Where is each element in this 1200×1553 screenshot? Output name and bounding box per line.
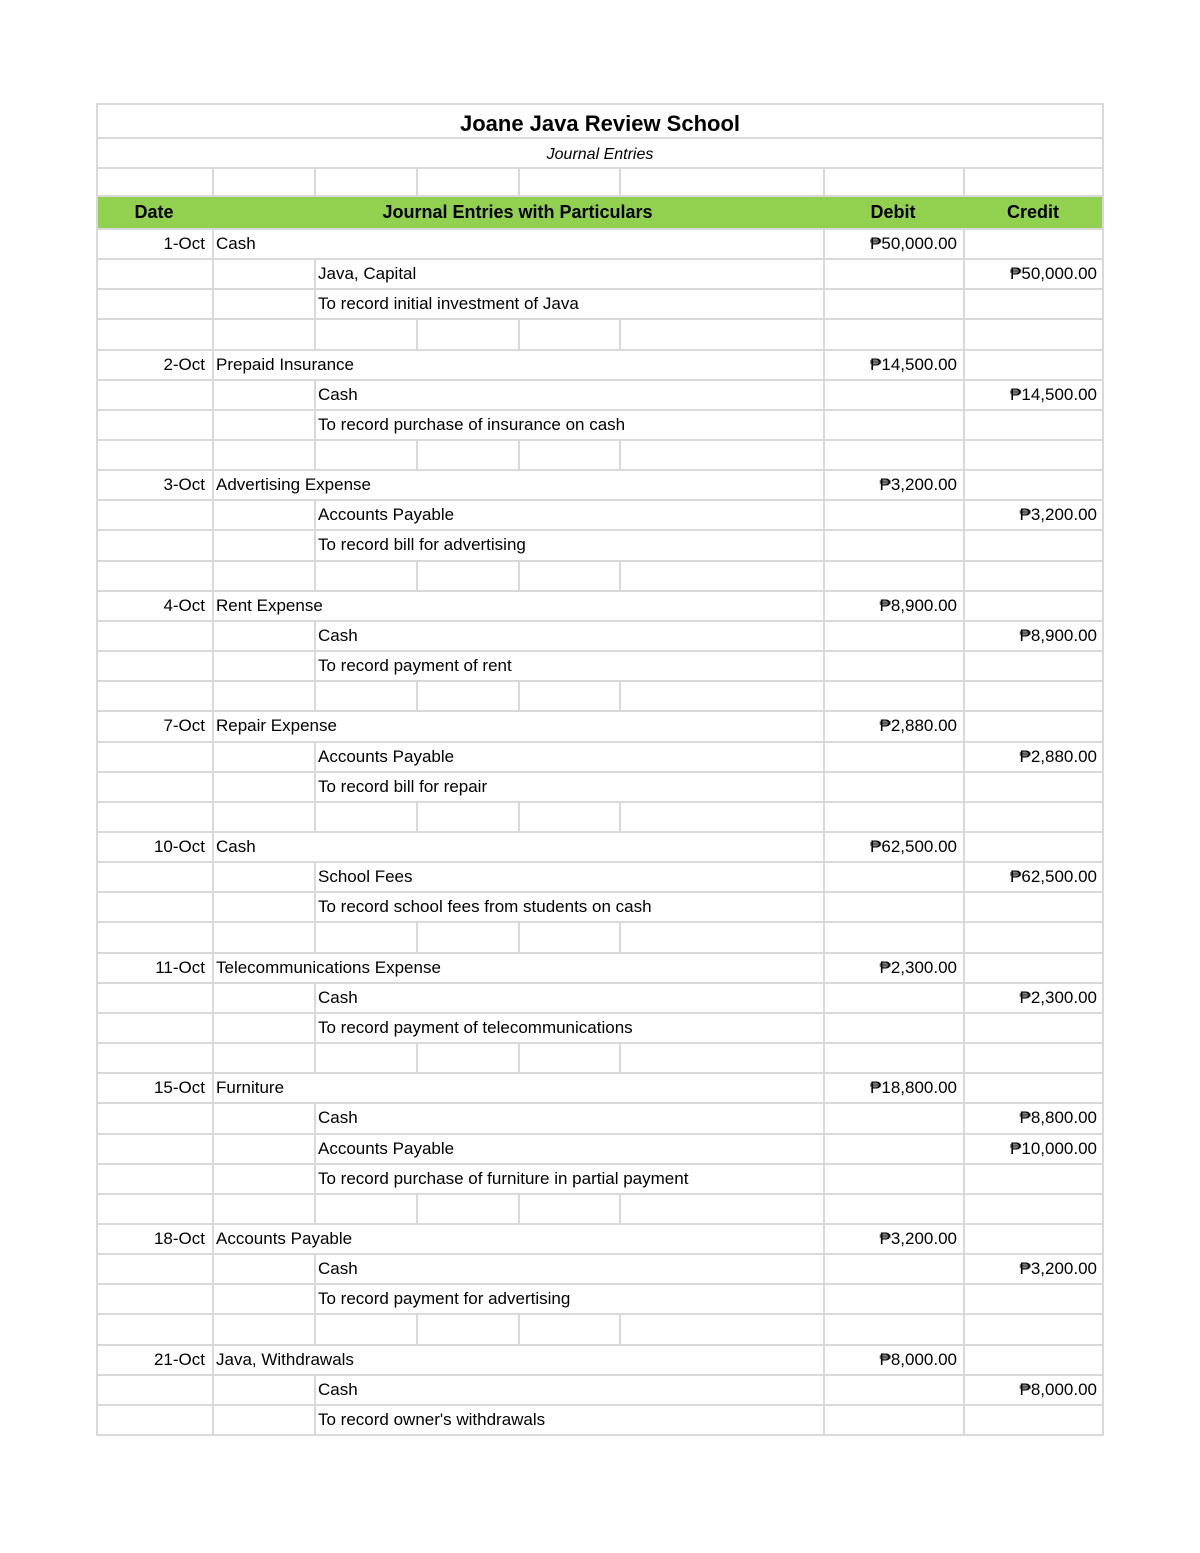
grid-line: [823, 1253, 825, 1285]
debit-amount: ₱8,000.00: [879, 1350, 957, 1369]
grid-line: [96, 1404, 1104, 1406]
header-date: Date: [134, 202, 174, 222]
grid-line: [314, 921, 316, 954]
grid-line: [96, 1344, 1104, 1346]
grid-line: [96, 1133, 1104, 1135]
grid-line: [518, 1193, 520, 1225]
debit-amount: ₱18,800.00: [870, 1078, 957, 1097]
debit-account: Cash: [216, 234, 256, 253]
grid-line: [518, 318, 520, 351]
grid-line: [212, 318, 214, 351]
grid-line: [963, 167, 965, 197]
header-debit: Debit: [870, 202, 916, 222]
entry-memo: To record purchase of insurance on cash: [318, 415, 626, 434]
grid-line: [96, 801, 1104, 803]
grid-line: [416, 560, 418, 592]
debit-account: Cash: [216, 837, 256, 856]
grid-line: [518, 801, 520, 833]
grid-line: [212, 831, 214, 863]
grid-line: [96, 1072, 1104, 1074]
grid-line: [212, 258, 214, 290]
grid-line: [314, 1283, 316, 1315]
grid-line: [212, 1102, 214, 1135]
credit-account: Cash: [318, 1108, 358, 1127]
grid-line: [96, 1374, 1104, 1376]
debit-amount: ₱62,500.00: [870, 837, 957, 856]
grid-line: [823, 1133, 825, 1165]
grid-line: [96, 560, 1104, 562]
grid-line: [96, 137, 1104, 139]
grid-line: [823, 891, 825, 923]
entry-memo: To record school fees from students on cash: [318, 897, 652, 916]
grid-line: [963, 831, 965, 863]
grid-line: [96, 680, 1104, 682]
debit-amount: ₱50,000.00: [870, 234, 957, 253]
grid-line: [619, 318, 621, 351]
grid-line: [823, 1404, 825, 1436]
grid-line: [314, 891, 316, 923]
grid-line: [963, 710, 965, 743]
grid-line: [314, 560, 316, 592]
credit-account: Cash: [318, 1380, 358, 1399]
grid-line: [212, 801, 214, 833]
grid-line: [823, 1163, 825, 1195]
grid-line: [823, 560, 825, 592]
grid-line: [212, 379, 214, 411]
entry-date: 15-Oct: [153, 1078, 205, 1097]
grid-line: [963, 1163, 965, 1195]
grid-line: [963, 1193, 965, 1225]
grid-line: [96, 499, 1104, 501]
entry-date: 4-Oct: [163, 596, 205, 615]
grid-line: [96, 288, 1104, 290]
grid-line: [212, 228, 214, 260]
page-subtitle: Journal Entries: [546, 146, 654, 163]
grid-line: [212, 650, 214, 682]
debit-account: Furniture: [216, 1078, 285, 1097]
grid-line: [518, 167, 520, 197]
grid-line: [96, 590, 1104, 592]
grid-line: [823, 921, 825, 954]
entry-date: 18-Oct: [153, 1229, 205, 1248]
grid-line: [823, 318, 825, 351]
grid-line: [212, 409, 214, 441]
entry-memo: To record purchase of furniture in partial payment: [318, 1169, 689, 1188]
entry-date: 11-Oct: [155, 958, 205, 977]
grid-line: [212, 1283, 214, 1315]
entry-memo: To record owner's withdrawals: [318, 1410, 546, 1429]
grid-line: [823, 499, 825, 531]
grid-line: [96, 650, 1104, 652]
debit-amount: ₱3,200.00: [879, 1229, 957, 1248]
grid-line: [314, 1313, 316, 1346]
debit-amount: ₱2,300.00: [879, 958, 957, 977]
grid-line: [823, 771, 825, 803]
grid-line: [212, 741, 214, 773]
entry-date: 21-Oct: [153, 1350, 205, 1369]
grid-line: [823, 1313, 825, 1346]
grid-line: [314, 288, 316, 320]
grid-line: [314, 1253, 316, 1285]
grid-line: [96, 710, 1104, 712]
grid-line: [963, 439, 965, 471]
credit-amount: ₱8,000.00: [1019, 1380, 1097, 1399]
grid-line: [963, 288, 965, 320]
credit-amount: ₱3,200.00: [1019, 505, 1097, 524]
grid-line: [416, 801, 418, 833]
grid-line: [212, 952, 214, 984]
grid-line: [96, 1253, 1104, 1255]
grid-line: [823, 258, 825, 290]
grid-line: [963, 318, 965, 351]
grid-line: [619, 439, 621, 471]
grid-line: [314, 258, 316, 290]
credit-account: Java, Capital: [318, 264, 417, 283]
grid-line: [963, 1283, 965, 1315]
debit-account: Accounts Payable: [216, 1229, 353, 1248]
grid-line: [314, 167, 316, 197]
grid-line: [416, 680, 418, 712]
grid-line: [212, 1313, 214, 1346]
grid-line: [96, 831, 1104, 833]
grid-line: [96, 1283, 1104, 1285]
grid-line: [212, 590, 214, 622]
grid-line: [96, 1042, 1104, 1044]
credit-amount: ₱10,000.00: [1010, 1139, 1097, 1158]
grid-line: [314, 409, 316, 441]
grid-line: [823, 288, 825, 320]
grid-line: [96, 952, 1104, 954]
grid-line: [823, 409, 825, 441]
grid-line: [96, 771, 1104, 773]
grid-line: [212, 1012, 214, 1044]
grid-line: [1102, 103, 1104, 1436]
grid-line: [96, 982, 1104, 984]
entry-date: 2-Oct: [163, 355, 205, 374]
credit-amount: ₱2,880.00: [1019, 747, 1097, 766]
grid-line: [96, 741, 1104, 743]
credit-amount: ₱8,900.00: [1019, 626, 1097, 645]
debit-amount: ₱3,200.00: [879, 475, 957, 494]
grid-line: [314, 801, 316, 833]
grid-line: [619, 1042, 621, 1074]
grid-line: [314, 982, 316, 1014]
grid-line: [314, 1042, 316, 1074]
grid-line: [518, 1313, 520, 1346]
grid-line: [314, 529, 316, 562]
grid-line: [416, 1193, 418, 1225]
grid-line: [96, 1223, 1104, 1225]
entry-memo: To record initial investment of Java: [318, 294, 579, 313]
grid-line: [416, 318, 418, 351]
grid-line: [212, 891, 214, 923]
grid-line: [212, 499, 214, 531]
entry-date: 10-Oct: [153, 837, 205, 856]
grid-line: [212, 529, 214, 562]
grid-line: [96, 439, 1104, 441]
entry-memo: To record bill for repair: [318, 777, 488, 796]
grid-line: [212, 680, 214, 712]
grid-line: [96, 228, 1104, 230]
grid-line: [96, 1193, 1104, 1195]
grid-line: [963, 921, 965, 954]
credit-amount: ₱3,200.00: [1019, 1259, 1097, 1278]
grid-line: [823, 1042, 825, 1074]
grid-line: [96, 318, 1104, 320]
credit-amount: ₱2,300.00: [1019, 988, 1097, 1007]
grid-line: [963, 1042, 965, 1074]
credit-amount: ₱62,500.00: [1010, 867, 1097, 886]
grid-line: [96, 1163, 1104, 1165]
grid-line: [518, 680, 520, 712]
debit-amount: ₱14,500.00: [870, 355, 957, 374]
grid-line: [314, 741, 316, 773]
grid-line: [518, 560, 520, 592]
grid-line: [619, 560, 621, 592]
debit-account: Telecommunications Expense: [216, 958, 441, 977]
grid-line: [963, 469, 965, 501]
grid-line: [963, 560, 965, 592]
grid-line: [212, 1374, 214, 1406]
grid-line: [823, 861, 825, 893]
grid-line: [314, 620, 316, 652]
debit-amount: ₱2,880.00: [879, 716, 957, 735]
grid-line: [963, 1072, 965, 1104]
journal-sheet: [96, 103, 1104, 1436]
header-credit: Credit: [1006, 202, 1059, 222]
grid-line: [963, 680, 965, 712]
grid-line: [619, 921, 621, 954]
entry-date: 1-Oct: [163, 234, 205, 253]
entry-date: 3-Oct: [163, 475, 205, 494]
entry-memo: To record payment for advertising: [318, 1289, 571, 1308]
grid-line: [212, 771, 214, 803]
grid-line: [96, 1012, 1104, 1014]
grid-line: [314, 1404, 316, 1436]
grid-line: [963, 891, 965, 923]
grid-line: [314, 1102, 316, 1135]
grid-line: [518, 921, 520, 954]
grid-line: [823, 680, 825, 712]
grid-line: [963, 590, 965, 622]
grid-line: [823, 650, 825, 682]
grid-line: [963, 1344, 965, 1376]
grid-line: [314, 680, 316, 712]
grid-line: [212, 349, 214, 381]
grid-line: [96, 258, 1104, 260]
credit-account: Accounts Payable: [318, 505, 455, 524]
grid-line: [96, 861, 1104, 863]
grid-line: [212, 1042, 214, 1074]
grid-line: [212, 1163, 214, 1195]
credit-amount: ₱50,000.00: [1010, 264, 1097, 283]
credit-account: Cash: [318, 988, 358, 1007]
grid-line: [314, 1012, 316, 1044]
grid-line: [823, 1283, 825, 1315]
grid-line: [212, 861, 214, 893]
grid-line: [823, 167, 825, 197]
grid-line: [963, 349, 965, 381]
grid-line: [96, 1434, 1104, 1436]
grid-line: [212, 1404, 214, 1436]
grid-line: [314, 1163, 316, 1195]
grid-line: [823, 1102, 825, 1135]
grid-line: [212, 1223, 214, 1255]
credit-amount: ₱14,500.00: [1010, 385, 1097, 404]
grid-line: [823, 439, 825, 471]
grid-line: [96, 195, 1104, 197]
grid-line: [212, 167, 214, 197]
entry-memo: To record payment of rent: [318, 656, 512, 675]
grid-line: [212, 1193, 214, 1225]
grid-line: [963, 952, 965, 984]
debit-account: Prepaid Insurance: [216, 355, 354, 374]
grid-line: [314, 379, 316, 411]
grid-line: [212, 1133, 214, 1165]
grid-line: [518, 1042, 520, 1074]
grid-line: [518, 439, 520, 471]
debit-account: Repair Expense: [216, 716, 337, 735]
grid-line: [619, 167, 621, 197]
entry-memo: To record payment of telecommunications: [318, 1018, 633, 1037]
debit-account: Java, Withdrawals: [216, 1350, 354, 1369]
grid-line: [96, 103, 1104, 105]
grid-line: [96, 409, 1104, 411]
grid-line: [963, 228, 965, 260]
grid-line: [212, 1344, 214, 1376]
grid-line: [619, 801, 621, 833]
grid-line: [212, 1072, 214, 1104]
grid-line: [823, 379, 825, 411]
grid-line: [212, 620, 214, 652]
grid-line: [96, 167, 1104, 169]
grid-line: [823, 741, 825, 773]
credit-amount: ₱8,800.00: [1019, 1108, 1097, 1127]
grid-line: [416, 167, 418, 197]
grid-line: [823, 620, 825, 652]
grid-line: [963, 801, 965, 833]
grid-line: [823, 1193, 825, 1225]
credit-account: Cash: [318, 626, 358, 645]
grid-line: [314, 1133, 316, 1165]
entry-date: 7-Oct: [163, 716, 205, 735]
grid-line: [314, 318, 316, 351]
grid-line: [212, 560, 214, 592]
grid-line: [416, 439, 418, 471]
grid-line: [963, 409, 965, 441]
grid-line: [823, 1374, 825, 1406]
grid-line: [212, 439, 214, 471]
page-title: Joane Java Review School: [459, 111, 741, 136]
credit-account: Accounts Payable: [318, 1139, 455, 1158]
grid-line: [212, 469, 214, 501]
grid-line: [963, 650, 965, 682]
grid-line: [314, 1374, 316, 1406]
grid-line: [96, 620, 1104, 622]
grid-line: [96, 469, 1104, 471]
grid-line: [314, 650, 316, 682]
grid-line: [96, 529, 1104, 531]
grid-line: [823, 1012, 825, 1044]
grid-line: [212, 982, 214, 1014]
credit-account: Cash: [318, 1259, 358, 1278]
grid-line: [314, 771, 316, 803]
grid-line: [963, 1313, 965, 1346]
debit-account: Rent Expense: [216, 596, 323, 615]
grid-line: [416, 921, 418, 954]
entry-memo: To record bill for advertising: [318, 535, 526, 554]
grid-line: [619, 680, 621, 712]
grid-line: [963, 1223, 965, 1255]
grid-line: [212, 710, 214, 743]
grid-line: [823, 801, 825, 833]
grid-line: [96, 1102, 1104, 1104]
credit-account: School Fees: [318, 867, 413, 886]
grid-line: [212, 921, 214, 954]
grid-line: [963, 1404, 965, 1436]
header-particulars: Journal Entries with Particulars: [382, 202, 653, 222]
grid-line: [96, 379, 1104, 381]
grid-line: [416, 1042, 418, 1074]
grid-line: [619, 1193, 621, 1225]
grid-line: [96, 921, 1104, 923]
grid-line: [212, 1253, 214, 1285]
grid-line: [963, 1012, 965, 1044]
grid-line: [416, 1313, 418, 1346]
grid-line: [963, 771, 965, 803]
debit-account: Advertising Expense: [216, 475, 371, 494]
grid-line: [314, 861, 316, 893]
grid-line: [963, 529, 965, 562]
grid-line: [96, 349, 1104, 351]
credit-account: Accounts Payable: [318, 747, 455, 766]
grid-line: [823, 982, 825, 1014]
grid-line: [96, 891, 1104, 893]
grid-line: [314, 439, 316, 471]
credit-account: Cash: [318, 385, 358, 404]
grid-line: [96, 1313, 1104, 1315]
grid-line: [212, 288, 214, 320]
grid-line: [314, 1193, 316, 1225]
grid-line: [823, 529, 825, 562]
grid-line: [314, 499, 316, 531]
debit-amount: ₱8,900.00: [879, 596, 957, 615]
grid-line: [619, 1313, 621, 1346]
